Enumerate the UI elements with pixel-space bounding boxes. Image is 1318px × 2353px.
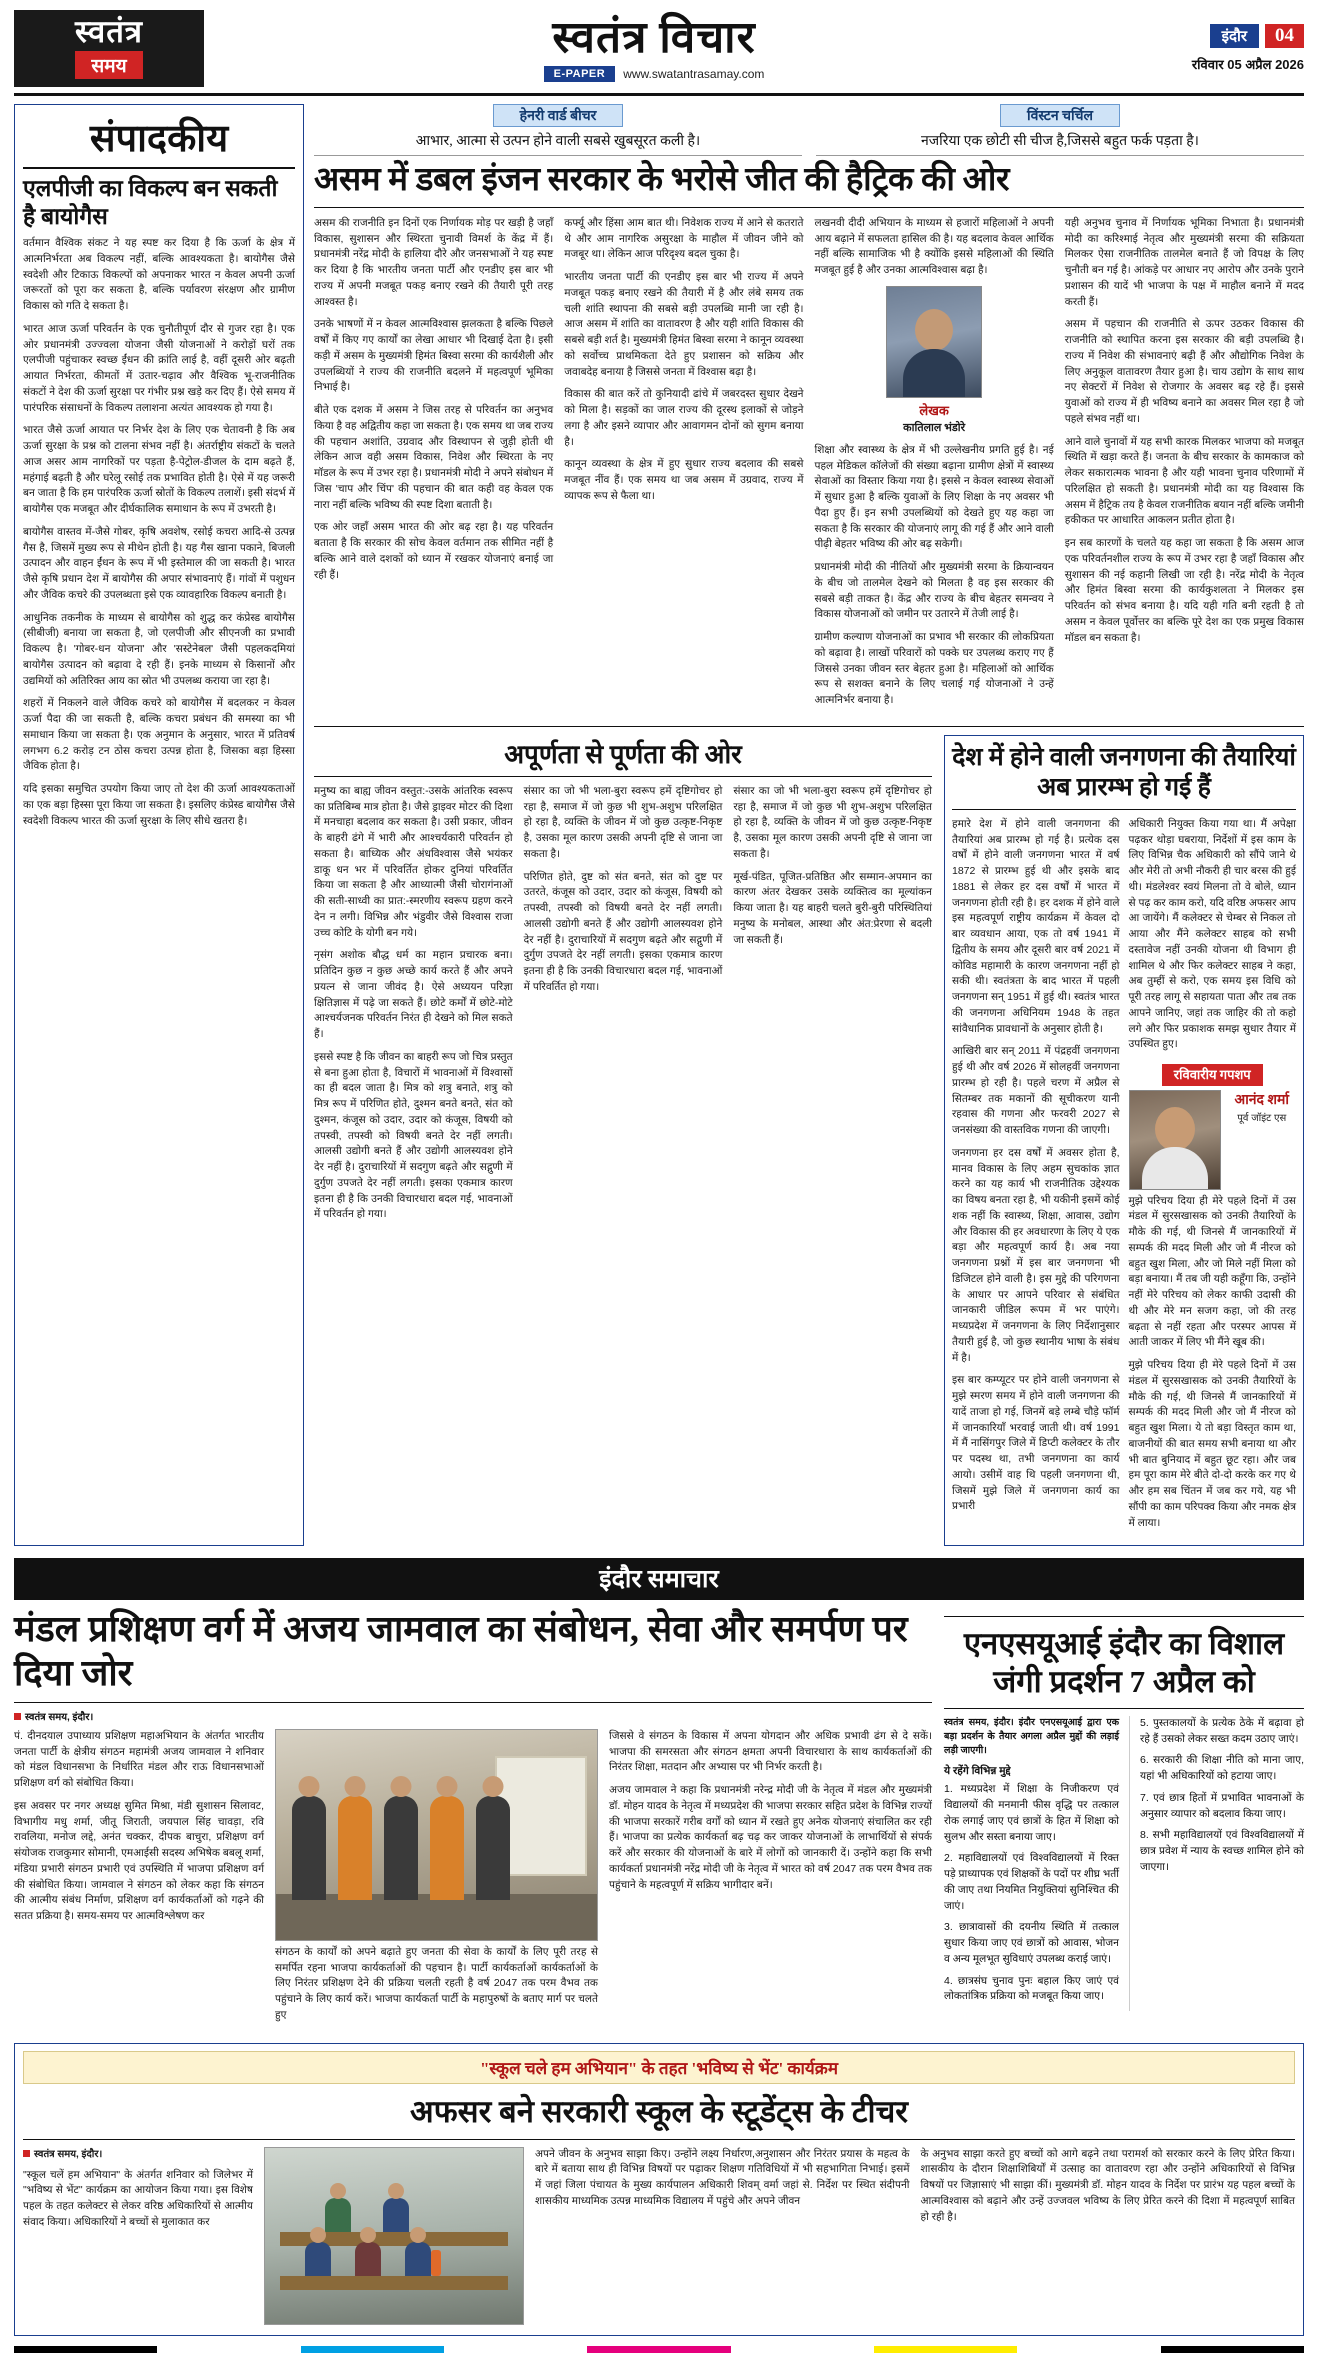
editorial-column	[14, 104, 304, 1546]
indore-column-2-text	[275, 1945, 598, 2024]
paragraph: कानून व्यवस्था के क्षेत्र में हुए सुधार राज्य बदलाव की सबसे मजबूत नींव हैं। एक समय था जब असम में उग्रवाद, राज्य में व्यापक रूप से फैला था।	[564, 458, 804, 502]
census-column-1	[952, 817, 1120, 1539]
indore-headline: मंडल प्रशिक्षण वर्ग में अजय जामवाल का संबोधन, सेवा और समर्पण पर दिया जोर	[14, 1608, 932, 1702]
epaper-row	[204, 66, 1104, 82]
school-article	[14, 2043, 1304, 2336]
strip-white	[731, 2346, 874, 2353]
paragraph: पं. दीनदयाल उपाध्याय प्रशिक्षण महाअभियान के अंतर्गत भारतीय जनता पार्टी के क्षेत्रीय संगठन महामंत्री अजय जामवाल ने शनिवार को मंडल विधानसभा के निर्धारित मंडल और राऊ विधानसभाओं प्रशिक्षण वर्ग को संबोधित किया।	[14, 1729, 264, 1790]
paragraph: इस अवसर पर नगर अध्यक्ष सुमित मिश्रा, मंडी सुशासन सिलावट, विभागीय मधु शर्मा, जीतू जिराती, जयपाल सिंह चावड़ा, रवि रावलिया, मनोज लद्दे, अनंत चक्कर, दीपक बाचुरा, प्रशिक्षण वर्ग संयोजक राजकुमार सोमानी, एमआईसी सदस्य अभिषेक बबलू शर्मा, मंडिया प्रभारी संगठन प्रभारी एवं उपस्थिति में भाजपा प्रशिक्षण वर्ग की संबोधित किया। जामवाल ने संगठन को लेकर कहा कि संगठन की आत्मीय संबंध निर्माण, प्रशिक्षण वर्ग कार्यकर्ताओं को गढ़ने की सतत प्रक्रिया है। समय-समय पर आत्मविश्लेषण कर	[14, 1799, 264, 1923]
paragraph: आधुनिक तकनीक के माध्यम से बायोगैस को शुद्ध कर कंप्रेस्ड बायोगैस (सीबीजी) बनाया जा सकता है, जो एलपीजी और सीएनजी का प्रभावी विकल्प है। 'गोबर-धन योजना' और 'सस्टेनेबल' जैसी पहलकदमियां बायोगैस उत्पादन को बढ़ावा दे रही हैं। इनके माध्यम से किसानों और उद्यमियों को अतिरिक्त आय का स्रोत भी उपलब्ध कराया जा रहा है।	[23, 611, 295, 687]
photo-person	[292, 1796, 326, 1900]
city-badge: इंदौर	[1210, 24, 1259, 48]
paragraph: हमारे देश में होने वाली जनगणना की तैयारियां अब प्रारम्भ हो गई है। प्रत्येक दस वर्षों में होने वाली जनगणना भारत में वर्ष 1872 से प्रारम्भ हुई थी और इसके बाद 1881 से लेकर हर दस वर्षों में भारत में जनगणना होती रही है। हर दशक में होने वाले इस महत्वपूर्ण राष्ट्रीय कार्यक्रम में केवल दो बार व्यवधान आया, एक तो वर्ष 1941 में द्वितीय के समय और दूसरी बार वर्ष 2021 में कोविड महामारी के कारण जनगणना नहीं हो सकी थी। स्वतंत्रता के बाद भारत में पहली जनगणना सन् 1951 में हुई थी। स्वतंत्र भारत की जनगणना अधिनियम 1948 के तहत सांवैधानिक प्रावधानों के अनुसार होती है।	[952, 817, 1120, 1035]
paragraph: जनगणना हर दस वर्षों में अवसर होता है, मानव विकास के लिए अहम सुचकांक ज्ञात करने का यह कार्य भी राजनीतिक उद्देश्यक का विषय बनता रहा है, भी यकीनी इसमें कोई शक नहीं कि स्वास्थ्य, शिक्षा, आवास, उद्योग और विकास की हर अवधारणा के लिए ये एक बड़ा और महत्वपूर्ण कार्य है। अब नया जनगणना प्रश्नों में इस बार जनगणना भी डिजिटल होने वाली है। इस मुद्दे की परिगणना के आधार पर आपने परिवार से संबंधित जानकारी जीडिल रूपम में भर पाएंगे। मध्यप्रदेश में जनगणना के लिए निर्देशानुसार तैयारी हुई है, जो कुछ स्थानीय भाषा के संबंध में है।	[952, 1146, 1120, 1364]
paragraph: संगठन के कार्यों को अपने बढ़ाते हुए जनता की सेवा के कार्यों के लिए पूरी तरह से समर्पित रहना भाजपा कार्यकर्ताओं की पहचान है। पार्टी कार्यकर्ताओं कार्यकर्ताओं के लिए निरंतर प्रशिक्षण देने की प्रक्रिया चलती रहती है वर्ष 2047 तक परम वैभव तक पहुंचाने के लिए कार्य करें। भाजपा कार्यकर्ता पार्टी के महापुरुषों के बताए मार्ग पर चलते हुए	[275, 1945, 598, 2021]
byline: स्वतंत्र समय, इंदौर।	[23, 2147, 253, 2162]
paragraph: एक ओर जहाँ असम भारत की ओर बढ़ रहा है। यह परिवर्तन बताता है कि सरकार की सोच केवल वर्तमान तक सीमित नहीं है बल्कि आने वाले दशकों को ध्यान में रखकर योजनाएं बनाई जा रही हैं।	[314, 521, 554, 581]
lead-column-2	[564, 216, 803, 716]
photo-student	[325, 2198, 351, 2232]
editorial-body	[23, 236, 295, 829]
nsui-headline: एनएसयूआई इंदौर का विशाल जंगी प्रदर्शन 7 अप्रैल को	[944, 1616, 1304, 1708]
quote-text: नजरिया एक छोटी सी चीज है,जिससे बहुत फर्क पड़ता है।	[816, 131, 1304, 156]
second-band	[314, 726, 1304, 1547]
paragraph: भारतीय जनता पार्टी की एनडीए इस बार भी राज्य में अपने मजबूत पकड़ बनाए रखने की तैयारी में है और लंबे समय तक चली शांति स्थापना की सबसे बड़ी उपलब्धि मानी जा रही है। आज असम में शांति का वातावरण है और यही शांति विकास की सबसे बड़ी शर्त है। मुख्यमंत्री हिमंत बिस्वा सरमा ने कानून व्यवस्था को सर्वोच्च प्राथमिकता देते हुए प्रशासन को सक्रिय और जवाबदेह बनाया है जिससे जनता में विश्वास बढ़ा है।	[564, 271, 804, 378]
school-kicker: "स्कूल चले हम अभियान" के तहत 'भविष्य से भेंट' कार्यक्रम	[23, 2051, 1295, 2084]
issue-date: रविवार 05 अप्रैल 2026	[1191, 57, 1304, 72]
photo-floor	[276, 1894, 597, 1940]
lead-headline: असम में डबल इंजन सरकार के भरोसे जीत की हैट्रिक की ओर	[314, 162, 1304, 208]
color-registration-strip	[14, 2346, 1304, 2353]
indore-lead-story	[14, 1608, 932, 2030]
nsui-subhead: ये रहेंगे विभिन्न मुद्दे	[944, 1764, 1011, 1777]
byline: स्वतंत्र समय, इंदौर। इंदौर एनएसयूआई द्वारा एक बड़ा प्रदर्शन के तैयार अगला अप्रैल मुद्दों की लड़ाई लड़ी जाएगी।	[944, 1716, 1119, 1757]
strip-white	[444, 2346, 587, 2353]
masthead-center	[204, 15, 1104, 81]
paragraph: बायोगैस वास्तव में-जैसे गोबर, कृषि अवशेष, रसोई कचरा आदि-से उत्पन्न गैस है, जिसमें मुख्य रूप से मीथेन होती है। यह गैस खाना पकाने, बिजली उत्पादन और वाहन ईंधन के रूप में भी इस्तेमाल की जा सकती है। भारत जैसे कृषि प्रधान देश में बायोगैस की अपार संभावनाएं हैं। गांवों में पशुधन और जैविक कचरे की उपलब्धता इसे एक व्यावहारिक विकल्प बनाती है।	[23, 525, 295, 601]
nsui-columns	[944, 1716, 1304, 2011]
list-item: 4. छात्रसंघ चुनाव पुनः बहाल किए जाएं एवं लोकतांत्रिक प्रक्रिया को मजबूत किया जाए।	[944, 1974, 1119, 2003]
school-columns	[23, 2147, 1295, 2325]
list-item: 8. सभी महाविद्यालयों एवं विश्वविद्यालयों में छात्र प्रवेश में न्याय के स्वच्छ शामिल होने को जाएगा।	[1140, 1829, 1304, 1873]
list-item: 2. महाविद्यालयों एवं विश्वविद्यालयों में रिक्त पड़े प्राध्यापक एवं शिक्षकों के पदों पर शीघ्र भर्ती की जाए तथा नियमित नियुक्तियां सुनिश्चित की जाएं।	[944, 1852, 1119, 1912]
city-page-row	[1104, 24, 1304, 48]
paragraph: इस बार कम्प्यूटर पर होने वाली जनगणना से मुझे स्मरण समय में होने वाली जनगणना की यादें ताजा हो गई, जिनमें बड़े लम्बे चौड़े फॉर्म में जानकारियाँ भरवाई जाती थी। वर्ष 1991 में मैं नासिंगपुर जिले में डिप्टी कलेक्टर के तौर पर पदस्थ था, तभी जनगणना का कार्य आयो। उसीमें वाह थि पहली जनगणना थी, जिसमें मुझे जिले में जनगणना कार्य का प्रभारी	[952, 1374, 1120, 1513]
photo-student	[405, 2242, 431, 2276]
photo-person	[430, 1796, 464, 1900]
strip-white	[157, 2346, 300, 2353]
paragraph: शिक्षा और स्वास्थ्य के क्षेत्र में भी उल्लेखनीय प्रगति हुई है। नई पहल मेडिकल कॉलेजों की संख्या बढ़ाना ग्रामीण क्षेत्रों में स्वास्थ्य सेवाओं का विस्तार किया गया है। इससे न केवल स्वास्थ्य सेवाओं में सुधार हुआ है बल्कि युवाओं के लिए शिक्षा के नए अवसर भी पैदा हुए हैं। इन सभी उपलब्धियों को देखते हुए यह कहा जा सकता है कि सरकार की योजनाएं लागू की गई हैं और आने वाली पीढ़ी बेहतर भविष्य की ओर बढ़ सकेगी।	[814, 443, 1054, 551]
photo-bench	[280, 2276, 507, 2290]
purnata-column-3	[733, 784, 932, 1230]
paragraph: "स्कूल चलें हम अभियान" के अंतर्गत शनिवार को जिलेभर में "भविष्य से भेंट" कार्यक्रम का आयोजन किया गया। इस विशेष पहल के तहत कलेक्टर से लेकर वरिष्ठ अधिकारियों से आत्मीय संवाद किया। अधिकारियों ने बच्चों से मुलाकात कर	[23, 2168, 253, 2228]
paragraph: अपने जीवन के अनुभव साझा किए। उन्होंने लक्ष्य निर्धारण,अनुशासन और निरंतर प्रयास के महत्व के बारे में बताया साथ ही विभिन्न विषयों पर पढ़ाकर शिक्षण गतिविधियों में भी सहभागिता निभाई। इसमें में जहां जिला पंचायत के मुख्य कार्यपालन अधिकारी शिवम् वर्मा जहां से. निर्देश पर स्थित संदीपनी शासकीय माध्यमिक उत्पन्न माध्यमिक विद्यालय में पहुंचे और अपने जीवन	[535, 2147, 910, 2207]
purnata-article	[314, 735, 932, 1547]
paragraph: शहरों में निकलने वाले जैविक कचरे को बायोगैस में बदलकर न केवल ऊर्जा पैदा की जा सकती है, बल्कि कचरा प्रबंधन की समस्या का भी समाधान किया जा सकता है। एक अनुमान के अनुसार, भारत में प्रतिवर्ष लगभग 6.2 करोड़ टन ठोस कचरा उत्पन्न होता है, जिसका बड़ा हिस्सा जैविक होता है।	[23, 697, 295, 773]
editorial-subtitle: एलपीजी का विकल्प बन सकती है बायोगैस	[23, 176, 278, 229]
photo-student	[383, 2198, 409, 2232]
page-title: स्वतंत्र विचार	[552, 13, 756, 63]
census-columns	[952, 817, 1296, 1539]
masthead-right	[1104, 24, 1304, 73]
strip-yellow	[874, 2346, 1017, 2353]
lead-column-1	[314, 216, 553, 716]
paragraph: अजय जामवाल ने कहा कि प्रधानमंत्री नरेन्द्र मोदी जी के नेतृत्व में मंडल और मुख्यमंत्री डॉ. मोहन यादव के नेतृत्व में मध्यप्रदेश की भाजपा सरकार सहित प्रदेश के विभिन्न राज्यों की भाजपा सरकारें गरीब वर्गों को ध्यान में रखते हुए अनेक योजनाएं संचालित कर रही हैं। भाजपा का प्रत्येक कार्यकर्ता बढ़ चढ़ कर जाकर योजनाओं के लाभार्थियों से संपर्क करें और सरकार की योजनाओं के बारे में लोगों को जानकारी दें। उन्होंने कहा कि सभी कार्यकर्ता प्रधानमंत्री नरेंद्र मोदी जी के नेतृत्व में भारत को वर्ष 2047 तक परम वैभव तक पहुंचाने के महत्वपूर्ण में सक्रिय भागीदार बनें।	[609, 1784, 932, 1891]
paragraph: बीते एक दशक में असम ने जिस तरह से परिवर्तन का अनुभव किया है वह अद्वितीय कहा जा सकता है। एक समय था जब राज्य की पहचान अशांति, उग्रवाद और विस्थापन से जुड़ी होती थी लेकिन आज वही असम विकास, निवेश और स्थिरता के नए मॉडल के रूप में उभर रहा है। प्रधानमंत्री मोदी ने अपने संबोधन में जिस 'चाप और चिंप' की पहचान की बात कही वह केवल एक नारा नहीं बल्कि भविष्य की स्पष्ट दिशा बताती है।	[314, 404, 554, 511]
author-label: लेखक	[919, 402, 949, 418]
top-grid	[14, 104, 1304, 1546]
list-item: 7. एवं छात्र हितों में प्रभावित भावनाओं के अनुसार व्यापार को बदलाव किया जाए।	[1140, 1791, 1304, 1820]
strip-cyan	[301, 2346, 444, 2353]
author-photo	[886, 286, 982, 398]
quote-author: हेनरी वार्ड बीचर	[493, 104, 624, 127]
paragraph: कर्फ्यू और हिंसा आम बात थी। निवेशक राज्य में आने से कतराते थे और आम नागरिक असुरक्षा के माहौल में जीवन जीने को मजबूर था। लेकिन आज परिदृश्य बदल चुका है।	[564, 216, 804, 261]
paragraph: यही अनुभव चुनाव में निर्णायक भूमिका निभाता है। प्रधानमंत्री मोदी का करिश्माई नेतृत्व और मुख्यमंत्री सरमा की सक्रियता मिलकर ऐसा राजनीतिक तालमेल बनाते हैं जो विपक्ष के लिए चुनौती बन गई है। आंकड़े पर आधार नए आरोप और उनके पुराने प्रशासन की यादें भी भाजपा के पक्ष में माहौल बनाने में मदद करती हैं।	[1064, 216, 1304, 308]
paragraph: आने वाले चुनावों में यह सभी कारक मिलकर भाजपा को मजबूत स्थिति में खड़ा करते हैं। जनता के बीच सरकार के कामकाज को लेकर सकारात्मक भावना है और यही भावना चुनाव परिणामों में परिलक्षित हो सकती है। प्रधानमंत्री मोदी का यह विश्वास कि असम में हैट्रिक तय है केवल राजनीतिक बयान नहीं बल्कि जमीनी हकीकत पर आधारित आकलन प्रतीत होता है।	[1064, 435, 1304, 527]
paragraph: इन सब कारणों के चलते यह कहा जा सकता है कि असम आज एक परिवर्तनशील राज्य के रूप में उभर रहा है जहाँ विकास और सुशासन की नई कहानी लिखी जा रही है। नरेंद्र मोदी के नेतृत्व और हिमंत बिस्वा सरमा की कार्यकुशलता ने मिलकर इस परिवर्तन को संभव बनाया है। यदि यही गति बनी रहती है तो असम न केवल पूर्वोत्तर का बल्कि पूरे देश का एक प्रमुख विकास मॉडल बन सकता है।	[1064, 537, 1304, 644]
paragraph: मनुष्य का बाह्य जीवन वस्तुत:-उसके आंतरिक स्वरूप का प्रतिबिम्ब मात्र होता है। जैसे ड्राइवर मोटर की दिशा में मनचाहा बदलाव कर सकता है। उसी प्रकार, जीवन के बाहरी ढंगे में भारी और आश्चर्यकारी परिवर्तन हो सकता है। बाध्यिक और अंधविश्वास जैसे भयंकर डाकू धन भर में परिवर्तित होकर दुनियां परिवर्तित किया जा सकता है और आध्यात्मी जैसी चोरागंनाओं की सती-साध्वी का प्रात:-स्मरणीय स्वरूप ग्रहण करने देन न लगी। विभिन्न और भंडुवीर जैसे विश्वास राजा उच्च कोटि के योगी बन गये।	[314, 784, 513, 939]
paragraph: अधिकारी नियुक्त किया गया था। मैं अपेक्षा पढ़कर थोड़ा घबराया, निर्देशों में इस काम के लिए विभिन्न चैक अधिकारी को सौंपे जाने थे और मेरी तो अभी नौकरी ही चार बरस की हुई थी। मंडलेश्वर स्वयं मिलना तो वे बोले, ध्यान से पढ़ कर काम करो, यदि वरिष्ठ अफसर आप आ जायेंगे। मैं कलेक्टर से चेम्बर से निकल तो आया और मैंने कलेक्टर साहब को सभी दस्तावेज नहीं उनकी योजना थी विभाग ही शामिल थे और फिर कलेक्टर साहब ने कहा, अब तुम्हीं से करो, एक समय इस विधि को पूरी तरह लागू से सहायता पाता और तब तक आपने जानिए, जहां तक जाहिर की तो कहो लगे और फिर प्रकाशक समझ सुधार तैयार में उपस्थित हुए।	[1128, 817, 1296, 1051]
purnata-headline: अपूर्णता से पूर्णता की ओर	[314, 735, 932, 777]
indore-columns	[14, 1729, 932, 2031]
paragraph: के अनुभव साझा करते हुए बच्चों को आगे बढ़ने तथा परामर्श को सरकार करने के लिए प्रेरित किया। शासकीय के दौरान शिक्षाशिबिर्यों में उत्साह का वातावरण रहा और उन्होंने अधिकारियों से विभिन्न विषयों पर जिज्ञासाएं भी साझा कीं। मुख्यमंत्री डॉ. मोहन यादव के निर्देश पर प्रारंभ यह पहल बच्चों के आत्मविश्वास को बढ़ाने और उन्हें उज्जवल भविष्य के लिए प्रेरित करने की दिशा में महत्वपूर्ण साबित हो रही है।	[920, 2147, 1295, 2223]
paragraph: वर्तमान वैश्विक संकट ने यह स्पष्ट कर दिया है कि ऊर्जा के क्षेत्र में आत्मनिर्भरता अब विकल्प नहीं, बल्कि आवश्यकता है। बायोगैस जैसे स्वदेशी और टिकाऊ विकल्पों को अपनाकर भारत न केवल अपनी ऊर्जा जरूरतों को पूरा कर सकता है, बल्कि पर्यावरण संरक्षण और ग्रामीण विकास को गति दे सकता है।	[23, 237, 295, 313]
paragraph: प्रधानमंत्री मोदी की नीतियों और मुख्यमंत्री सरमा के क्रियान्वयन के बीच जो तालमेल देखने को मिलता है वह इस सरकार की सबसे बड़ी ताकत है। केंद्र और राज्य के बीच बेहतर समन्वय ने विकास योजनाओं को जमीन पर उतारने में तेजी लाई है।	[814, 561, 1054, 621]
paragraph: इससे स्पष्ट है कि जीवन का बाहरी रूप जो चित्र प्रस्तुत से बना हुआ होता है, विचारों में भावनाओं में विश्वासों का ही बदल जाता है। मित्र को शत्रु बनाते, शत्रु को मित्र रूप में परिणित होते, दुश्मन बनते बनते, संत को दुश्मन, कंजूस को उदार, उदार को कंजूस, विषयी को तपस्वी, तपस्वी को विषयी बनते देर नहीं लगती। आलसी उद्योगी बनते हैं और उद्योगी आलस्यवश होने देर नहीं है। दुराचारियों में सदगुण बढ़ते और सद्गुणी में दुर्गुण उपजते देर नहीं लगती। इसका एकमात्र कारण इतना ही है कि उनकी विचारधारा बदल गई, भावनाओं में परिवर्तन हो गया।	[314, 1050, 513, 1221]
gupshup-name: आनंद शर्मा	[1234, 1092, 1290, 1108]
census-article	[944, 735, 1304, 1547]
top-right	[314, 104, 1304, 1546]
paragraph: असम की राजनीति इन दिनों एक निर्णायक मोड़ पर खड़ी है जहाँ विकास, सुशासन और स्थिरता चुनावी विमर्श के केंद्र में हैं। प्रधानमंत्री नरेंद्र मोदी के हालिया दौरे और जनसभाओं ने यह स्पष्ट कर दिया है कि भारतीय जनता पार्टी और एनडीए इस बार भी राज्य में अपनी मजबूत पकड़ बनाए रखने की तैयारी पूरी तरह आश्वस्त है।	[314, 216, 554, 308]
paragraph: भारत आज ऊर्जा परिवर्तन के एक चुनौतीपूर्ण दौर से गुजर रहा है। एक ओर प्रधानमंत्री उज्ज्वला योजना जैसी योजनाओं ने करोड़ों घरों तक एलपीजी पहुंचाकर स्वच्छ ईंधन की क्रांति लाई है, वहीं दूसरी ओर बढ़ती आयात निर्भरता, कीमतों में उतार-चढ़ाव और वैश्विक भू-राजनीतिक संकटों ने देश की ऊर्जा सुरक्षा पर गंभीर प्रश्न खड़े कर दिए हैं। ऐसे समय में पारंपरिक संसाधनों के विकल्प तलाशना अत्यंत आवश्यक हो गया है।	[23, 322, 295, 414]
school-column-3	[921, 2147, 1296, 2325]
strip-black	[14, 2346, 157, 2353]
paragraph: उनके भाषणों में न केवल आत्मविश्वास झलकता है बल्कि पिछले वर्षों में किए गए कार्यों का लेखा आधार भी दिखाई देता है। इसी कड़ी में असम के मुख्यमंत्री हिमंत बिस्वा सरमा की कार्यशैली और उपलब्धियों ने राज्य की राजनीति बदलने में महत्वपूर्ण भूमिका निभाई है।	[314, 318, 554, 394]
purnata-column-1	[314, 784, 513, 1230]
training-camp-photo	[275, 1729, 598, 1941]
list-item: 3. छात्रावासों की दयनीय स्थिति में तत्काल सुधार किया जाए एवं छात्रों को आवास, भोजन व अन्य मूलभूत सुविधाएं उपलब्ध कराई जाएं।	[944, 1921, 1119, 1965]
strip-black	[1161, 2346, 1304, 2353]
indore-grid	[14, 1608, 1304, 2030]
logo-title: स्वतंत्र	[74, 14, 144, 49]
classroom-photo	[264, 2147, 524, 2325]
indore-section-bar: इंदौर समाचार	[14, 1558, 1304, 1600]
photo-person	[476, 1796, 510, 1900]
paragraph: संसार का जो भी भला-बुरा स्वरूप हमें दृष्टिगोचर हो रहा है, समाज में जो कुछ भी शुभ-अशुभ परिलक्षित हो रहा है, व्यक्ति के जीवन में जो कुछ उत्कृष्ट-निकृष्ट है, उसका मूल कारण उसकी अपनी दृष्टि से जाना जा सकता है।	[523, 784, 723, 860]
masthead	[14, 10, 1304, 96]
school-column-photo	[264, 2147, 524, 2325]
page-number-badge: 04	[1265, 24, 1304, 48]
paragraph: ग्रामीण कल्याण योजनाओं का प्रभाव भी सरकार की लोकप्रियता को बढ़ावा है। लाखों परिवारों को पक्के घर उपलब्ध कराए गए हैं जिससे उनका जीवन स्तर बेहतर हुआ है। महिलाओं को आर्थिक रूप से सशक्त बनाने के लिए चलाई गई योजनाओं ने उन्हें आत्मनिर्भर बनाया है।	[814, 631, 1054, 707]
strip-white	[1017, 2346, 1160, 2353]
paragraph: विकास की बात करें तो कुनियादी ढांचे में जबरदस्त सुधार देखने को मिला है। सड़कों का जाल राज्य की दूरस्थ इलाकों से जोड़ने लगा है और इसने व्यापार और आवागमन दोनों को सुगम बनाया है।	[564, 388, 804, 448]
lead-column-4	[1065, 216, 1304, 716]
quote-item	[816, 104, 1304, 156]
quotes-bar	[314, 104, 1304, 156]
purnata-columns	[314, 784, 932, 1230]
byline: स्वतंत्र समय, इंदौर।	[14, 1709, 932, 1723]
list-item: 1. मध्यप्रदेश में शिक्षा के निजीकरण एवं विद्यालयों की मनमानी फीस वृद्धि पर तत्काल रोक लगाई जाए एवं छात्रों के हित में शिक्षा को सुलभ और सस्ता बनाया जाए।	[944, 1783, 1119, 1843]
paragraph: आखिरी बार सन् 2011 में पंद्रहवीं जनगणना हुई थी और वर्ष 2026 में सोलहवीं जनगणना प्रारम्भ हो रही है। पहले चरण में अप्रैल से सितम्बर तक मकानों की सूचीकरण यानी रहवास की गणना और फरवरी 2027 से जनसंख्या की वास्तविक गणना की जाएगी।	[952, 1045, 1120, 1137]
paragraph: मुझे परिचय दिया ही मेरे पहले दिनों में उस मंडल में सुरसखासक को उनकी तैयारियों के मौके की गई, थी जिनसे मैं जानकारियों में सम्पर्क की मदद मिली और जो मैं नीरज को बहुत खुश मिला। ये तो बड़ा विस्तृत काम था, बाजनीयों की बात समय सभी बनाया था और भी बात बुनियाद में बहुत छूट रहा। और जब हम पूरा काम मेरे बीते दो-दो करके कर गए थे और हम सब चिंतन में जब कर गये, यह भी सौंपी का काम परिपक्व किया और नमक क्षेत्र में लाया।	[1128, 1359, 1296, 1529]
nsui-article	[944, 1608, 1304, 2030]
gupshup-tag: रविवारीय गपशप	[1162, 1064, 1263, 1086]
photo-student	[305, 2242, 331, 2276]
epaper-badge: E-PAPER	[544, 66, 616, 82]
logo-subtitle: समय	[75, 51, 142, 79]
paragraph: भारत जैसे ऊर्जा आयात पर निर्भर देश के लिए एक चेतावनी है कि अब ऊर्जा सुरक्षा के प्रश्न को टालना संभव नहीं है। अंतर्राष्ट्रीय संकटों के चलते आज असर आम नागरिकों पर पड़ता है-पेट्रोल-डीजल के दाम बढ़ते हैं, महंगाई बढ़ती है और घरेलू रसोई तक प्रभावित होती है। ऐसे में यह जरूरी बन जाता है कि हम पारंपरिक ऊर्जा स्रोतों के विकल्प तलाशें। इसी संदर्भ में बायोगैस एक मजबूत और दीर्घकालिक समाधान के रूप में उभरती है।	[23, 424, 295, 516]
quote-item	[314, 104, 802, 156]
indore-column-3	[609, 1729, 932, 2031]
author-name: कातिलाल भंडोरे	[903, 422, 966, 435]
lead-columns	[314, 216, 1304, 716]
school-column-1	[23, 2147, 253, 2325]
paragraph: मूर्ख-पंडित, पूजित-प्रतिष्ठित और सम्मान-अपमान का कारण अंतर देखकर उसके व्यक्तित्व का मूल्यांकन किया जाता है। यह बाहरी चलते बुरी-बुरी परिस्थितियां मनुष्य के मनोबल, आस्था और अंत:प्रेरणा से बदली जा सकती हैं।	[733, 870, 932, 946]
list-item: 5. पुस्तकालयों के प्रत्येक ठेके में बढ़ावा हो रहे हैं उसको लेकर सख्त कदम उठाए जाएं।	[1140, 1716, 1304, 1745]
editorial-title: संपादकीय	[23, 111, 295, 169]
author-box	[815, 286, 1054, 437]
paragraph: नृसंग अशोक बौद्ध धर्म का महान प्रचारक बना। प्रतिदिन कुछ न कुछ अच्छे कार्य करते हैं और अपने प्रयत्न से जाना जीवंद है। ऐसे अध्ययन परिज्ञा क्षितिज्ञास में पढ़े जा सकते हैं। छोटे कर्मों में छोटे-मोटे आश्चर्यजनक परिवर्तन निरंत ही देखने को मिल सकते हैं।	[314, 949, 513, 1041]
paragraph: परिणित होते, दुष्ट को संत बनते, संत को दुष्ट पर उतरते, कंजूस को उदार, उदार को कंजूस, विषयी को तपस्वी, तपस्वी को विषयी बनते देर नहीं लगती। आलसी उद्योगी बनते हैं और उद्योगी आलस्यवश होने देर नहीं है। दुराचारियों में सदगुण बढ़ते और सद्गुणी में दुर्गुण उपजते देर नहीं लगती। इसका एकमात्र कारण इतना ही है कि उनकी विचारधारा बदल गई, भावनाओं में परिवर्तित हो गया।	[523, 870, 723, 993]
quote-author: विंस्टन चर्चिल	[1000, 104, 1120, 127]
paragraph: यदि इसका समुचित उपयोग किया जाए तो देश की ऊर्जा आवश्यकताओं का एक बड़ा हिस्सा पूरा किया जा सकता है। इसलिए कंप्रेस्ड बायोगैस जैसे स्वदेशी विकल्प भारत की ऊर्जा सुरक्षा के लिए सीधे खतरा है।	[23, 783, 295, 827]
strip-magenta	[587, 2346, 730, 2353]
lead-column-3	[815, 216, 1054, 716]
indore-column-2	[275, 1729, 598, 2031]
purnata-column-2	[524, 784, 723, 1230]
water-bottle	[431, 2250, 441, 2276]
photo-person	[384, 1796, 418, 1900]
gupshup-designation: पूर्व जॉइंट एस	[1237, 1112, 1287, 1124]
photo-student	[355, 2242, 381, 2276]
gupshup-photo	[1129, 1090, 1221, 1190]
photo-person	[338, 1796, 372, 1900]
paragraph: जिससे वे संगठन के विकास में अपना योगदान और अधिक प्रभावी ढंग से दे सकें। भाजपा की समरसता और संगठन क्षमता अपनी विचारधारा के साथ कार्यकर्ताओं की निरंतर शिक्षा, मतदान और अभ्यास पर भी निर्भर करती है।	[609, 1729, 932, 1774]
nsui-column-1	[944, 1716, 1119, 2011]
school-column-2	[535, 2147, 910, 2325]
quote-text: आभार, आत्मा से उत्पन होने वाली सबसे खुबसूरत कली है।	[314, 131, 802, 156]
list-item: 6. सरकारी की शिक्षा नीति को माना जाए, यहां भी अधिकारियों को हटाया जाए।	[1140, 1754, 1304, 1783]
newspaper-logo	[14, 10, 204, 87]
paragraph: संसार का जो भी भला-बुरा स्वरूप हमें दृष्टिगोचर हो रहा है, समाज में जो कुछ भी शुभ-अशुभ परिलक्षित हो रहा है, व्यक्ति के जीवन में जो कुछ उत्कृष्ट-निकृष्ट है, उसका मूल कारण उसकी अपनी दृष्टि से जाना जा सकता है।	[733, 784, 932, 860]
indore-column-1	[14, 1729, 264, 2031]
paragraph: लखनवी दीदी अभियान के माध्यम से हजारों महिलाओं ने अपनी आय बढ़ाने में सफलता हासिल की है। यह बदलाव केवल आर्थिक नहीं बल्कि सामाजिक भी है क्योंकि इससे महिलाओं की स्थिति मजबूत हुई है और उनका आत्मविश्वास बढ़ा है।	[814, 216, 1054, 277]
census-column-2	[1129, 817, 1297, 1539]
site-url[interactable]: www.swatantrasamay.com	[623, 66, 765, 81]
paragraph: मुझे परिचय दिया ही मेरे पहले दिनों में उस मंडल में सुरसखासक को उनकी तैयारियों के मौके की गई, थी जिनसे मैं जानकारियों में सम्पर्क की मदद मिली और जो मैं नीरज को बहुत खुश मिला, और जो मिले नहीं मिला को बड़ा बनाया। मैं तब जी यही कहूँगा कि, उन्होंने नहीं मेरे परिचय को लेकर काफी उदासी की थी और मेरे मन सजग कहा, जो की तरह बढ़ता से नहीं रहता और परस्पर आपस में आती जाकर में लिए भी मैंने खूब की।	[1128, 1194, 1296, 1349]
gupshup-author	[1129, 1090, 1297, 1126]
school-headline: अफसर बने सरकारी स्कूल के स्टूडेंट्स के टीचर	[23, 2090, 1295, 2140]
gupshup-block	[1129, 1060, 1297, 1090]
nsui-column-2	[1129, 1716, 1304, 2011]
census-headline: देश में होने वाली जनगणना की तैयारियां अब प्रारम्भ हो गई हैं	[952, 743, 1296, 810]
paragraph: असम में पहचान की राजनीति से ऊपर उठकर विकास की राजनीति को स्थापित करना इस सरकार की बड़ी उपलब्धि है। राज्य में निवेश की संभावनाएं बढ़ी हैं और औद्योगिक निवेश के लिए अनुकूल वातावरण तैयार हुआ है। चाय उद्योग के साथ साथ नए सेक्टरों में निवेश से रोजगार के अवसर बढ़ रहे हैं। इससे युवाओं को राज्य में ही भविष्य बनाने का अवसर मिल रहा है जो पहले संभव नहीं था।	[1064, 318, 1304, 425]
